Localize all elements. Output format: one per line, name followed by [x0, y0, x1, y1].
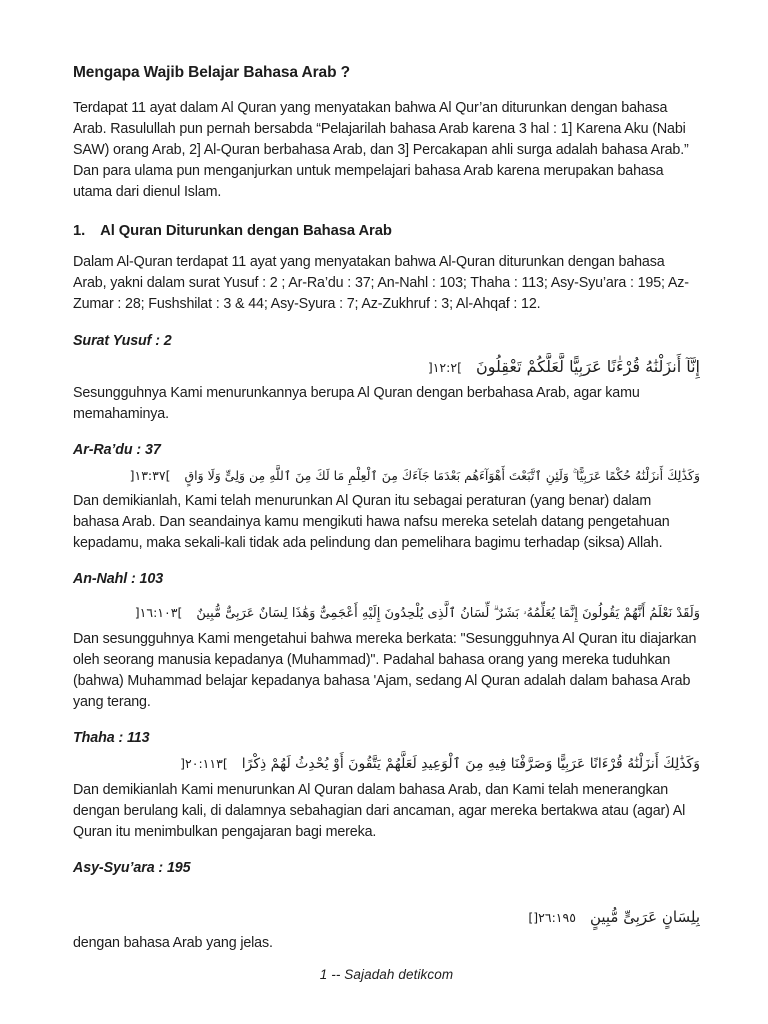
intro-paragraph: Terdapat 11 ayat dalam Al Quran yang menyatakan bahwa Al Qur’an diturunkan dengan bahasa Arab. Rasulullah pun pernah bersabda “Pelajarilah bahasa Arab karena 3 hal : 1] Karena Aku (Nabi SAW) orang Arab, 2] Al-Quran berbahasa Arab, dan 3] Percakapan ahli surga adalah bahasa Arab.” Dan para ulama pun menganjurkan untuk mempelajari bahasa Arab karena merupakan bahasa utama dari dienul Islam.	[73, 100, 689, 200]
section-title: Al Quran Diturunkan dengan Bahasa Arab	[100, 223, 392, 239]
page-footer: 1 -- Sajadah detikcom	[319, 967, 454, 982]
arabic-text: وَلَقَدْ نَعْلَمُ أَنَّهُمْ يَقُولُونَ إِنَّمَا يُعَلِّمُهُۥ بَشَرٌ ۗ لِّسَانُ ٱلَّذِى يُلْحِدُونَ إِلَيْهِ أَعْجَمِىٌّ وَهَٰذَا لِسَانٌ عَرَبِىٌّ مُّبِينٌ	[196, 606, 700, 621]
verse-reference: []٢٦:١٩٥	[528, 910, 576, 925]
page-title: Mengapa Wajib Belajar Bahasa Arab ?	[73, 64, 351, 81]
verse-translation: Dan sesungguhnya Kami mengetahui bahwa mereka berkata: "Sesungguhnya Al Quran itu diajarkan oleh seorang manusia kepadanya (Muhammad)". Padahal bahasa orang yang mereka tuduhkan (bahwa) Muhammad belajar kepadanya bahasa 'Ajam, sedang Al Quran adalah dalam bahasa Arab yang terang.	[73, 631, 697, 710]
verse-name: Thaha : 113	[73, 730, 150, 746]
verse-reference: ]١٢:٢[	[427, 360, 462, 375]
verse-reference: ]١٦:١٠٣[	[134, 605, 183, 620]
verse-name: An-Nahl : 103	[73, 571, 164, 587]
arabic-text: وَكَذَٰلِكَ أَنزَلْنَٰهُ قُرْءَانًا عَرَبِيًّا وَصَرَّفْنَا فِيهِ مِنَ ٱلْوَعِيدِ لَعَلَّهُمْ يَتَّقُونَ أَوْ يُحْدِثُ لَهُمْ ذِكْرًا	[241, 756, 700, 772]
arabic-text: إِنَّآ أَنزَلْنَٰهُ قُرْءَٰنًا عَرَبِيًّا لَّعَلَّكُمْ تَعْقِلُونَ	[475, 357, 700, 376]
arabic-verse-line	[73, 750, 700, 778]
arabic-text: وَكَذَٰلِكَ أَنزَلْنَٰهُ حُكْمًا عَرَبِيًّا ۚ وَلَئِنِ ٱتَّبَعْتَ أَهْوَآءَهُم بَعْدَمَا جَآءَكَ مِنَ ٱلْعِلْمِ مَا لَكَ مِنَ ٱللَّهِ مِن وَلِىٍّ وَلَا وَاقٍ	[184, 468, 700, 483]
section-heading	[73, 223, 700, 239]
verse-reference: ]١٣:٣٧[	[129, 468, 171, 483]
verse-block-an-nahl-103	[73, 567, 700, 713]
verse-translation: dengan bahasa Arab yang jelas.	[73, 935, 273, 951]
section-body: Dalam Al-Quran terdapat 11 ayat yang menyatakan bahwa Al-Quran diturunkan dengan bahasa Arab, yakni dalam surat Yusuf : 2 ; Ar-Ra’du : 37; An-Nahl : 103; Thaha : 113; Asy-Syu’ara : 195; Az-Zumar : 28; Fushshilat : 3 & 44; Asy-Syura : 7; Az-Zukhruf : 3; Al-Ahqaf : 12.	[73, 254, 689, 312]
verse-block-ar-radu-37	[73, 438, 700, 554]
verse-translation: Dan demikianlah Kami menurunkan Al Quran dalam bahasa Arab, dan Kami telah menerangkan dengan berulang kali, di dalamnya sebahagian dari ancaman, agar mereka bertakwa atau (agar) Al Quran itu menimbulkan pengajaran bagi mereka.	[73, 782, 686, 840]
verse-block-yusuf-2	[73, 329, 700, 425]
verse-translation: Sesungguhnya Kami menurunkannya berupa Al Quran dengan berbahasa Arab, agar kamu memahaminya.	[73, 385, 640, 422]
section-number: 1.	[73, 223, 86, 239]
verse-translation: Dan demikianlah, Kami telah menurunkan Al Quran itu sebagai peraturan (yang benar) dalam bahasa Arab. Dan seandainya kamu mengikuti hawa nafsu mereka setelah datang pengetahuan kepadamu, maka sekali-kali tidak ada pelindung dan pemelihara bagimu terhadap (siksa) Allah.	[73, 493, 670, 551]
arabic-verse-line	[73, 353, 700, 381]
verse-name: Asy-Syu’ara : 195	[73, 860, 191, 876]
arabic-verse-line	[73, 904, 700, 931]
verse-block-asy-syuara-195	[73, 856, 700, 954]
verse-name: Surat Yusuf : 2	[73, 333, 172, 349]
arabic-text: بِلِسَانٍ عَرَبِىٍّ مُّبِينٍ	[589, 908, 700, 926]
arabic-verse-line	[73, 599, 700, 627]
verse-reference: ]٢٠:١١٣[	[180, 756, 228, 771]
verse-name: Ar-Ra’du : 37	[73, 442, 161, 458]
arabic-verse-line	[73, 462, 700, 489]
verse-block-thaha-113	[73, 726, 700, 843]
